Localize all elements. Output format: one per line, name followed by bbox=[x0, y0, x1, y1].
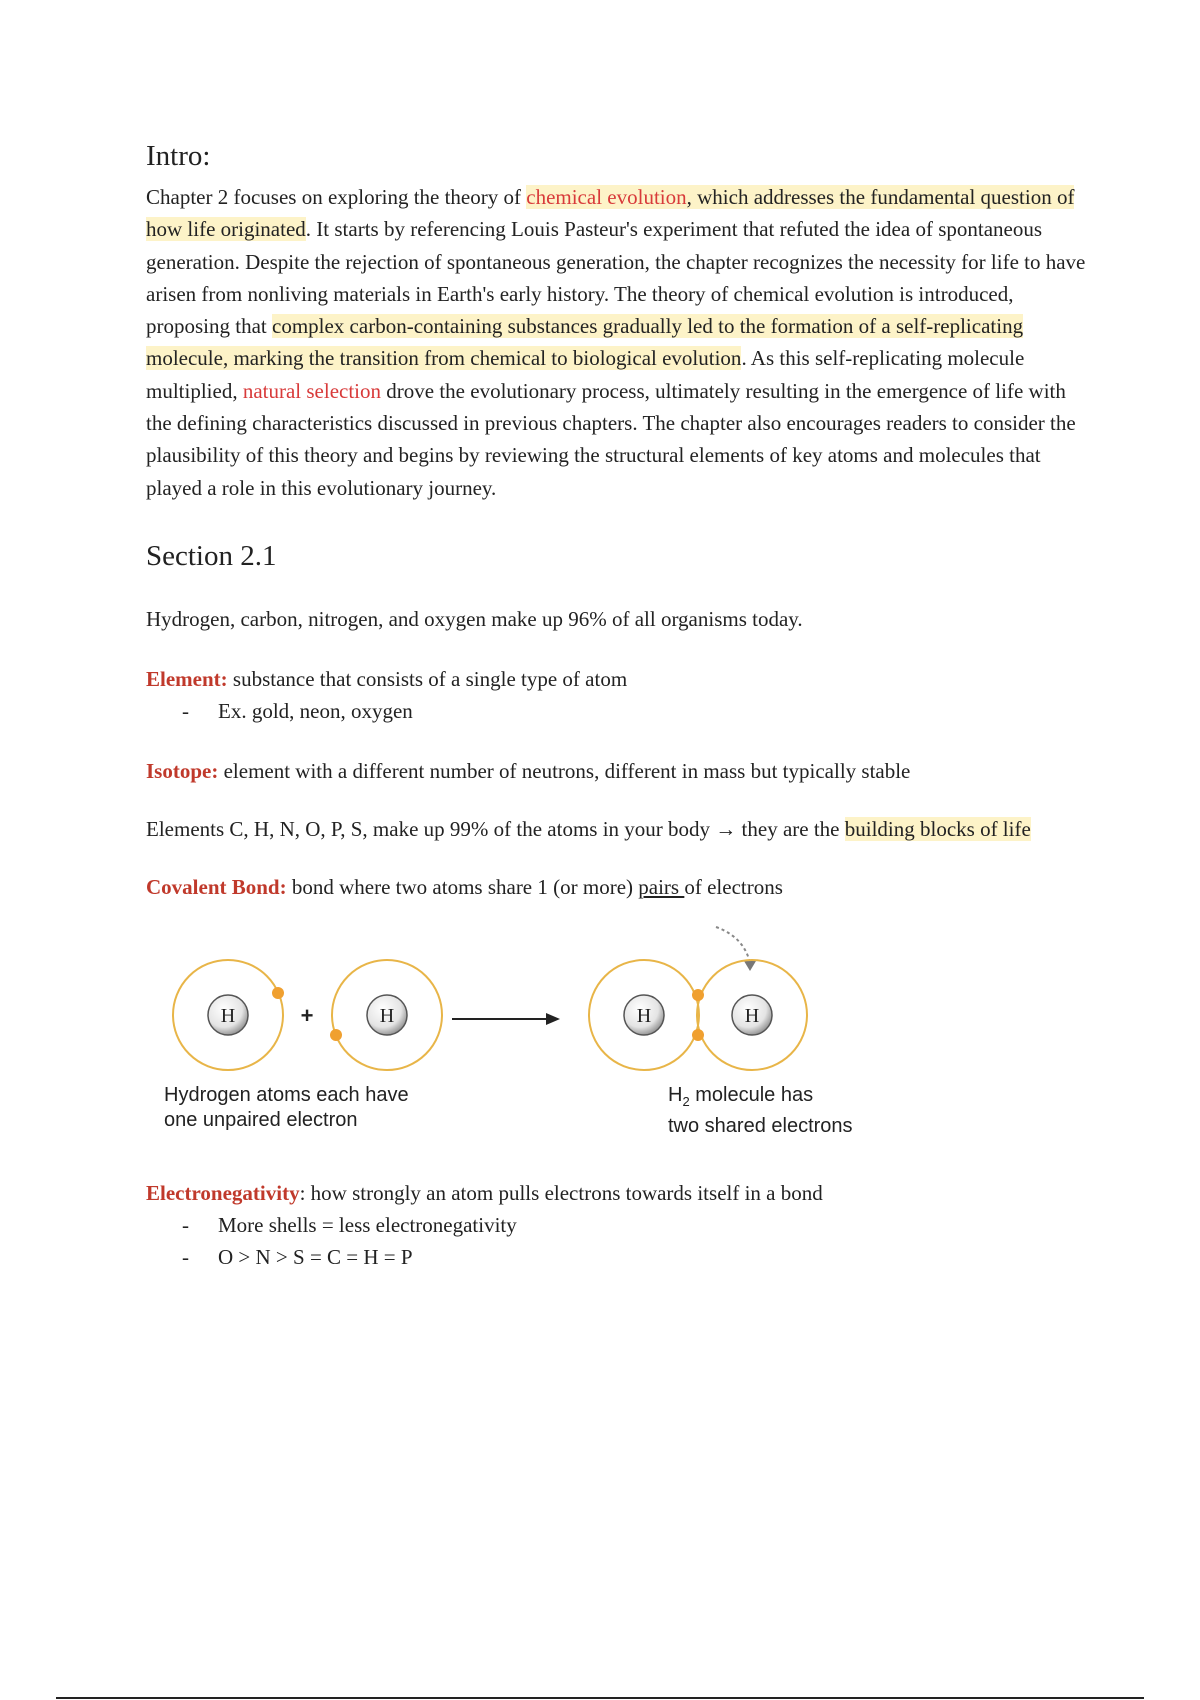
intro-text-4: drove the evolutionary process, ultimately resulting in the emergence of life with the defining characteristics discussed in previous chapters. The chapter also encourages readers to consider the plausibility of this theory and begins by reviewing the structural elements of key atoms and molecules that played a role in this evolutionary journey. bbox=[146, 378, 1076, 500]
intro-text-3: . As this self-replicating molecule multiplied, bbox=[146, 346, 1025, 403]
hydrogen-diagram-svg bbox=[146, 911, 1086, 1111]
isotope-def: element with a different number of neutrons, different in mass but typically stable bbox=[218, 758, 911, 783]
electronegativity-definition bbox=[146, 1177, 1086, 1209]
electronegativity-item-1-text: More shells = less electronegativity bbox=[218, 1212, 517, 1237]
atom-label-right-2: H bbox=[744, 1004, 760, 1027]
caption-subscript: 2 bbox=[682, 1093, 690, 1109]
covalent-term: Covalent Bond: bbox=[146, 874, 287, 899]
hydrogen-bond-diagram bbox=[146, 911, 1086, 1171]
page-bottom-rule bbox=[56, 1697, 1144, 1699]
intro-red-chemical-evolution: chemical evolution bbox=[526, 185, 687, 209]
element-example-text: Ex. gold, neon, oxygen bbox=[218, 698, 413, 723]
electronegativity-def: : how strongly an atom pulls electrons towards itself in a bond bbox=[299, 1180, 823, 1205]
covalent-def-underlined: pairs bbox=[638, 874, 685, 899]
intro-highlight-2: complex carbon-containing substances gradually led to the formation of a self-replicating molecule, marking the transition from chemical to biological evolution bbox=[146, 314, 1024, 371]
intro-red-natural-selection: natural selection bbox=[242, 378, 382, 403]
caption-right bbox=[668, 1083, 853, 1139]
element-term: Element: bbox=[146, 666, 228, 691]
element-def: substance that consists of a single type of atom bbox=[227, 666, 628, 691]
caption-right-line-2: two shared electrons bbox=[668, 1114, 853, 1137]
electronegativity-item-1 bbox=[146, 1209, 1086, 1241]
reaction-arrowhead-icon bbox=[546, 1013, 560, 1025]
electron-left-2 bbox=[330, 1029, 342, 1041]
dotted-pointer-arrow bbox=[716, 927, 750, 963]
composition-line: Hydrogen, carbon, nitrogen, and oxygen make up 96% of all organisms today. bbox=[146, 606, 803, 631]
shared-electron-2 bbox=[692, 1029, 704, 1041]
element-definition bbox=[146, 663, 1086, 695]
intro-paragraph bbox=[146, 181, 1086, 504]
atom-label-right-1: H bbox=[636, 1004, 652, 1027]
covalent-definition bbox=[146, 871, 1086, 903]
caption-h: H bbox=[668, 1083, 683, 1106]
electronegativity-item-2 bbox=[146, 1241, 1086, 1273]
electronegativity-item-2-text: O > N > S = C = H = P bbox=[218, 1244, 413, 1269]
caption-right-line-1 bbox=[668, 1083, 853, 1114]
covalent-def-b: of electrons bbox=[684, 874, 783, 899]
atom-label-left-1: H bbox=[220, 1004, 236, 1027]
elements-line bbox=[146, 813, 1086, 845]
intro-highlight-1: , which addresses the fundamental question of how life originated bbox=[146, 185, 1075, 242]
caption-left-line-2: one unpaired electron bbox=[164, 1108, 358, 1131]
covalent-def-a: bond where two atoms share 1 (or more) bbox=[286, 874, 639, 899]
isotope-term: Isotope: bbox=[146, 758, 219, 783]
atom-label-left-2: H bbox=[379, 1004, 395, 1027]
section-title: Section 2.1 bbox=[146, 539, 277, 572]
elements-text: Elements C, H, N, O, P, S, make up 99% of the atoms in your body → they are the bbox=[146, 816, 845, 841]
intro-text-2: . It starts by referencing Louis Pasteur's experiment that refuted the idea of spontaneous generation. Despite the rejection of spontaneous generation, the chapter recognizes the necessity for life to have arisen from nonliving materials in Earth's early history. The theory of chemical evolution is introduced, proposing that bbox=[146, 217, 1086, 339]
electron-left-1 bbox=[272, 987, 284, 999]
bullet-dash: - bbox=[182, 1212, 189, 1237]
bullet-dash: - bbox=[182, 698, 189, 723]
element-example bbox=[146, 695, 1086, 727]
electronegativity-term: Electronegativity bbox=[146, 1180, 300, 1205]
elements-highlight: building blocks of life bbox=[844, 816, 1031, 841]
caption-molecule-has: molecule has bbox=[689, 1083, 814, 1106]
isotope-definition bbox=[146, 755, 1086, 787]
caption-left-line-1: Hydrogen atoms each have bbox=[164, 1083, 409, 1106]
bullet-dash: - bbox=[182, 1244, 189, 1269]
plus-sign: + bbox=[300, 1002, 314, 1028]
pointer-arrowhead-icon bbox=[744, 961, 756, 971]
document-body bbox=[146, 140, 1086, 1273]
intro-heading: Intro: bbox=[146, 140, 211, 172]
intro-text-1: Chapter 2 focuses on exploring the theory of bbox=[146, 185, 527, 209]
shared-electron-1 bbox=[692, 989, 704, 1001]
caption-left bbox=[164, 1083, 409, 1133]
